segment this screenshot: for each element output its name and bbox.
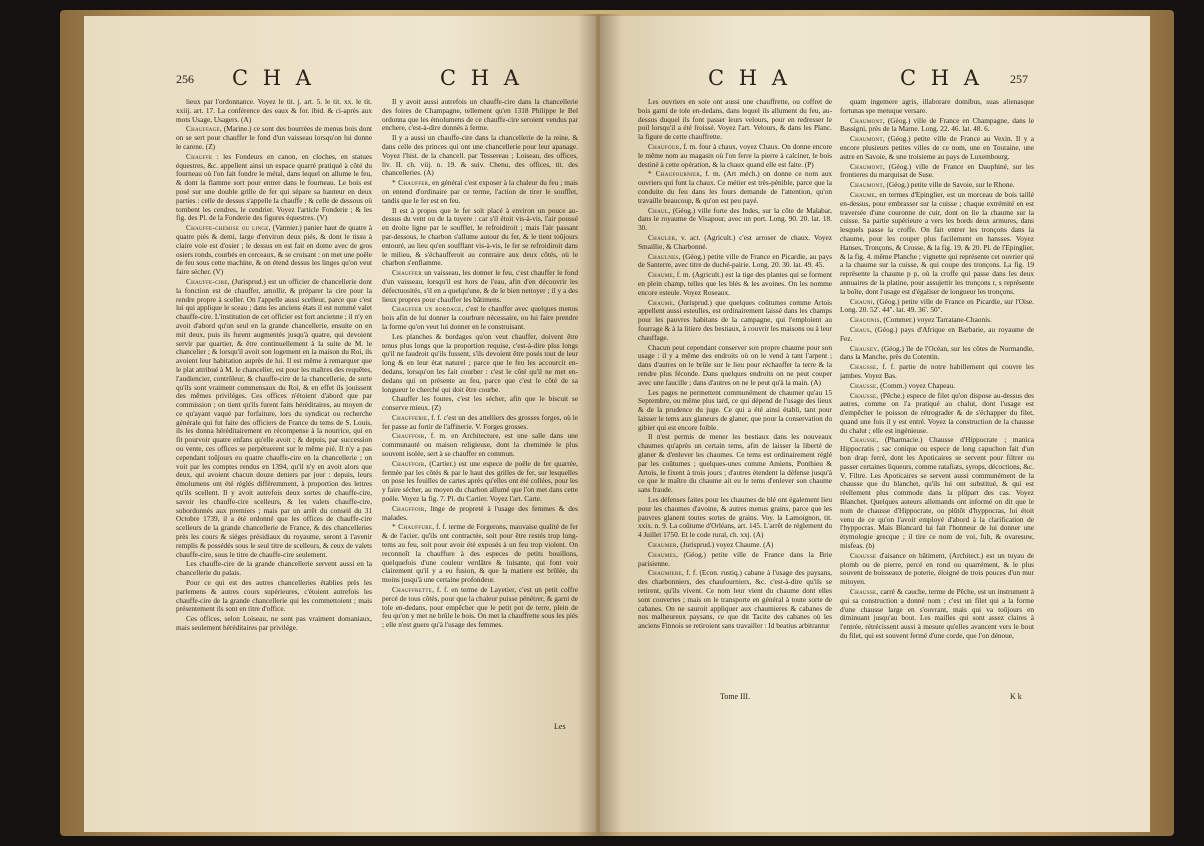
text-column-left <box>638 98 832 632</box>
entry-headword: Chausse <box>850 435 877 445</box>
entry-headword: Chauffoir <box>392 503 425 513</box>
entry-text: , (Jurisprud.) que quelques coûtumes comme Artois appellent aussi esteulles, est ordinairement laissé dans les champs pour les pauvres habitans de la campagne, qui l'emploient au fourrage & à la litiere des bestiaux, à couvrir les maisons ou à leur chauffage. <box>638 297 832 342</box>
entry-text: , en général c'est exposer à la chaleur du feu ; mais on entend d'ordinaire par ce terme, l'action de tirer le soufflet, tandis que le fer est en feu. <box>382 178 578 205</box>
dictionary-entry <box>840 135 1034 161</box>
dictionary-entry <box>382 269 578 304</box>
dictionary-entry <box>840 382 1034 391</box>
dictionary-entry <box>840 363 1034 381</box>
dictionary-entry <box>638 496 832 540</box>
dictionary-entry <box>382 460 578 504</box>
entry-text: Il n'est permis de mener les bestiaux dans les nouveaux chaumes qu'après un certain tems, afin de laisser la liberté de glaner & d'enlever les chaumes. Ce tems est ordinairement réglé par les coûtumes ; quelques-unes comme Amiens, Ponthieu & Artois, le fixent à trois jours ; d'autres étendent la défense jusqu'à ce que le maître du chaume ait eu le tems d'enlever son chaume sans fraude. <box>638 432 832 495</box>
entry-text: , c'est le chauffer avec quelques menus bois afin de lui donner la courbure nécessaire, ou lui faire prendre la forme qu'on veut lui donner en le construisant. <box>382 304 578 331</box>
entry-text: , f. f. en terme de Layetier, c'est un petit coffre percé de tous côtés, pour que la chaleur puisse pénétrer, & garni de tole en-dedans, pour empêcher que le petit pot de terre, plein de feu qu'on y met ne brûle le bois. On met la chauffrette sous les piés ; elle n'est guere qu'à l'usage des femmes. <box>382 585 578 630</box>
entry-headword: Chaumont <box>850 115 883 125</box>
entry-headword: * Chauffer <box>392 178 429 188</box>
entry-headword: Chaume <box>648 270 673 280</box>
dictionary-entry <box>840 326 1034 344</box>
entry-text: , (Géog.) petite ville de France en Picardie, au pays de Santerre, avec titre de duché-pairie. Long. 20. 30. lat. 49. 45. <box>638 251 832 270</box>
dictionary-entry <box>638 98 832 142</box>
entry-text: , (Marine.) ce sont des bourrées de menus bois dont on se sert pour chauffer le fond d'un vaisseau lorsqu'on lui donne le carene. (Z) <box>176 124 372 151</box>
entry-headword: Chausse <box>850 390 877 400</box>
running-head-left: C H A <box>232 66 315 90</box>
entry-headword: Chauffage <box>186 124 220 134</box>
dictionary-entry <box>638 143 832 169</box>
entry-text: Les planches & bordages qu'on veut chauffer, doivent être tenus plus longs que la proportion requise, c'est-à-dire plus longs qu'il ne faudroit qu'ils fussent, s'ils devoient être posés tout de leur long & en leur état naturel ; parce que le feu les accourcit en-dedans, lorsqu'on les fait courber : c'est le côté qu'il ne met en-dedans qui on présente au feu, parce que c'est le côté de sa longueur le cherché qui doit être courbe. <box>382 331 578 394</box>
entry-text: lieux par l'ordonnance. Voyez le tit. j. art. 5. le tit. xx. le tit. xxiij. art. 17. La conférence des eaux & for. ibid. & ci-après aux mots Usage, Usagers. (A) <box>176 98 372 124</box>
entry-text: , (Comm.) voyez Chapeau. <box>876 380 956 390</box>
catchword: Les <box>554 722 566 731</box>
entry-headword: * Chaufournier <box>648 169 701 179</box>
entry-text: Chacun peut cependant conserver son propre chaume pour son usage : il y a même des endroits où on le vend à tant l'arpent ; dans d'autres on le brûle sur le lieu pour réchauffer la terre & la rendre plus féconde. Dans quelques endroits on ne peut couper avec une faucille ; dans d'autres on ne le peut qu'à la main. (A) <box>638 342 832 387</box>
entry-text: Chauffer les foutes, c'est les sécher, afin que le biscuit se conserve mieux. (Z) <box>382 394 578 413</box>
dictionary-entry <box>176 579 372 614</box>
dictionary-entry <box>638 253 832 271</box>
entry-text: , en termes d'Epinglier, est un morceau de bois taillé en-dessus, pour embrasser sur la cuisse ; chaque extrémité en est traversée d'une couronne de cuir, dont on lie la chaume sur la cuisse. Sa partie supérieure a vers les bords deux armures, dans lesquels passe la croffe. On fait entrer les tronçons dans la chaume, pour les couper plus facilement en hansses. Voyez Hanses, Tronçons, & Crosse, & la fig. 19. & 20. Pl. de l'Epinglier, & la fig. 4. même Planche ; vignette qui représente cet ouvrier qui a la chaume sur la cuisse, & qui coupe des tronçons. La fig. 19 représente la chaume p p, où la croffe qui passe dans les deux annuaires de la platine, pour assujettir les tronçons r, s représente la boîte, dont l'usage est d'égaliser de longueur les tronçons. <box>840 189 1034 296</box>
entry-headword: Chausse <box>850 362 877 372</box>
entry-headword: Chaus <box>850 324 870 334</box>
entry-text: , (Géog.) ville de France en Dauphiné, sur les frontieres du marquisat de Suse. <box>840 161 1034 180</box>
entry-text: , v. act. (Agricult.) c'est arroser de chaux. Voyez Smaillie, & Charbonné. <box>638 232 832 251</box>
dictionary-entry <box>840 552 1034 587</box>
entry-text: Les pages ne permettent communément de chaumer qu'au 15 Septembre, ou même plus tard, ce qui dépend de l'usage des lieux & de la prudence du juge. Ce qui a été ainsi établi, tant pour laisser le tems aux glaneurs de glaner, que pour la conservation du gibier qui est encore foible. <box>638 387 832 432</box>
page-number: 256 <box>176 72 194 86</box>
dictionary-entry <box>638 344 832 388</box>
entry-headword: Chauffe-cire <box>186 276 228 286</box>
entry-headword: Chausse <box>850 550 877 560</box>
entry-text: un vaisseau, les donner le feu, c'est chauffer le fond d'un vaisseau, lorsqu'il est hors de l'eau, afin d'en découvrir les défectuosités, s'il en a quelqu'une, & de le bien nettoyer ; il y a des lieux propres pour chauffer les bâtimens. <box>382 268 578 304</box>
entry-text: , (Géog.) petite ville de France au Vexin. Il y a encore plusieurs petites villes de ce nom, une en Touraine, une autre en Savoie, & une troisieme au pays de Luxembourg. <box>840 134 1034 161</box>
dictionary-entry <box>638 271 832 297</box>
entry-text: , (Pêche.) espece de filet qu'on dispose au-dessus des autres, comme on l'a pratiqué au chalut, dont l'usage est d'empêcher le poisson de rétrograder & de s'échapper du filet, quand une fois il y est entré. Voyez la construction de la chausse du chalut ; elle est ingénieuse. <box>840 390 1034 435</box>
text-column-right <box>382 98 578 631</box>
entry-text: : les Fondeurs en canon, en cloches, en statues équestres, &c. appellent ainsi un espace quarré pratiqué à côté du fourneau où l'on fait fondre le métal, dans lequel on allume le feu, & dont la flamme sort pour entrer dans le fourneau. Le bois est posé sur une double grille de fer qui sépare sa hauteur en deux parties : celle de dessus s'appelle la chauffe ; & celle de dessous où tombent les cendres, le cendrier. Voyez l'article Fonderie ; & les fig. des Pl. de la Fonderie des figures équestres. (V) <box>176 151 372 223</box>
entry-text: quam ingemere agris, illaborare domibus, suas alienasque fortunas spe metuque versare. <box>840 98 1034 115</box>
dictionary-entry <box>840 392 1034 436</box>
entry-headword: Chaume <box>648 297 673 307</box>
entry-text: , (Géog.) petite ville de France en Picardie, sur l'Oise. Long. 20. 52'. 44". lat. 49. 36'. 50". <box>840 296 1034 315</box>
entry-text: , (Géog.) pays d'Afrique en Barbarie, au royaume de Fez. <box>840 324 1034 343</box>
dictionary-entry <box>638 234 832 252</box>
entry-headword: Chausse <box>850 380 877 390</box>
entry-text: , f. f. partie de notre habillement qui couvre les jambes. Voyez Bas. <box>840 362 1034 380</box>
running-head-left: C H A <box>708 66 791 90</box>
dictionary-entry <box>382 395 578 413</box>
dictionary-entry <box>840 181 1034 190</box>
entry-headword: Chaumer <box>648 540 677 550</box>
entry-headword: Chauffrette <box>392 585 433 595</box>
entry-text: d'aisance en bâtiment, (Architect.) est un tuyau de plomb ou de pierre, percé en rond ou quarrément, & le plus souvent de boisseaux de poterie, éloigné de trois pouces d'un mur mitoyen. <box>840 550 1034 587</box>
dictionary-entry <box>638 170 832 205</box>
entry-text: Il y a aussi un chauffe-cire dans la chancellerie de la reine, & dans celle des princes qui ont une chancellerie pour leur apanage. Voyez l'hist. de la chancell. par Tessereau ; Loiseau, des offices, liv. II. ch. viij. n. 19. & suiv. Chenu, des offices, tit. des chancelleries. (A) <box>382 133 578 178</box>
dictionary-entry <box>176 153 372 223</box>
entry-headword: Chauffe <box>186 151 213 161</box>
running-head-right: C H A <box>440 66 523 90</box>
dictionary-entry <box>638 207 832 233</box>
left-page <box>84 16 596 832</box>
entry-headword: Chaumont <box>850 161 883 171</box>
dictionary-entry <box>382 98 578 133</box>
entry-text: , (Géog.) ville forte des Indes, sur la côte de Malabar, dans le royaume de Visapour, avec un port. Long. 90. 20. lat. 18. 30. <box>638 205 832 233</box>
dictionary-entry <box>176 98 372 124</box>
text-column-right <box>840 98 1034 642</box>
dictionary-entry <box>840 98 1034 116</box>
dictionary-entry <box>638 551 832 569</box>
dictionary-entry <box>382 586 578 630</box>
dictionary-entry <box>382 207 578 269</box>
entry-headword: * Chauffure <box>392 522 433 532</box>
dictionary-entry <box>638 389 832 433</box>
dictionary-entry <box>382 179 578 205</box>
entry-text: , f. m. (Art méch.) on donne ce nom aux ouvriers qui font la chaux. Ce métier est très-pénible, parce que la conduite du feu dans les fours demande de l'attention, qu'on travaille beaucoup, & qu'on est peu payé. <box>638 169 832 205</box>
dictionary-entry <box>840 117 1034 135</box>
entry-text: Il y avoit aussi autrefois un chauffe-cire dans la chancellerie des foires de Champagne, tellement qu'en 1318 Philippe le Bel ordonna que les émolumens de ce chauffe-cire seroient vendus par enchere, c'est-à-dire donnés à ferme. <box>382 98 578 133</box>
entry-text: , (Jurisprud.) voyez Chaume. (A) <box>676 540 774 550</box>
entry-headword: Chaume <box>850 189 875 199</box>
text-column-left <box>176 98 372 634</box>
entry-headword: Chauffoir <box>392 431 425 441</box>
entry-headword: Chaumes <box>648 549 677 559</box>
entry-text: , (Géog.) ville de France en Champagne, dans le Bassigni, près de la Marne. Long. 22. 46. lat. 48. 6. <box>840 115 1034 134</box>
dictionary-entry <box>176 615 372 633</box>
entry-headword: Chauffe-chemise ou linge <box>186 223 269 233</box>
entry-text: Les ouvriers en soie ont aussi une chauffrette, ou coffret de bois garni de tole en-dedans, dans lequel ils allument du feu, au-dessus duquel ils font passer leurs velours, pour en redresser le poil lorsqu'il a été froissé. Voyez l'art. Velours, & dans les Planc. la figure de cette chauffrette. <box>638 98 832 142</box>
entry-text: , (Jurisprud.) est un officier de chancellerie dont la fonction est de chauffer, amollir, & préparer la cire pour la rendre propre à sceller. On l'appelle aussi scelleur, parce que c'est lui qui applique le sceau ; dans les anciens états il est nommé valet chauffe-cire. L'institution de cet officier est fort ancienne ; il n'y en avoit d'abord qu'un seul en la grande chancellerie, ensuite on en mit deux, puis ils furent augmentés jusqu'à quatre, qui devoient servir par quartier, & être continuellement à la suite de M. le chancelier ; & lorsqu'il avoit son logement en la maison du Roi, ils avoient leur habitation auprès de lui. Il est même à remarquer que le plat attribué à M. le chancelier, est pour les maîtres des requêtes, l'audiencier, contrôleur, & chauffe-cire de la chancellerie, de sorte qu'ils sont vraiment commensaux du Roi, & en effet ils jouissent des mêmes priviléges. Ces offices n'étoient d'abord que par commission ; on tient qu'ils furent faits héréditaires, au moyen de ce qu'ayant vaqué par forfaiture, lors du syndicat ou recherche générale qui fut faite des officiers de France du tems de S. Louis, ils les donna héréditairement en récompense à la nourrice, qui en fit pourvoir quatre enfans qu'elle avoit ; & depuis, par succession ou vente, ces offices se perpétuerent sur le même pié. Il n'y a pas cependant toûjours eu quatre chauffe-cire en la chancellerie ; on voit par les comptes rendus en 1394, qu'il n'y en avoit alors que deux, qui avoient chacun douze deniers par jour : depuis, leurs émolumens ont été réglés différemment, à proportion des lettres qu'ils scellent. Il y avoit autrefois deux sortes de chauffe-cire, savoir les chauffe-cire scelleurs, & les valets chauffe-cire, subordonnés aux premiers ; mais par un arrêt du conseil du 31 Octobre 1739, il a été ordonné que les offices de chauffe-cire scelleurs de la grande chancellerie de France, & des chancelleries près les cours & siéges présidiaux du royaume, seront à l'avenir remplis & possédés sous le seul titre de scelleurs, & ceux de valets chauffe-cire, sous le titre de chauffe-cire seulement. <box>176 276 372 559</box>
dictionary-entry <box>840 191 1034 297</box>
entry-text: , (Géog.) île de l'Océan, sur les côtes de Normandie, dans la Manche, près du Cotentin. <box>840 343 1034 362</box>
dictionary-entry <box>638 433 832 495</box>
entry-headword: Chaumont <box>850 180 883 190</box>
entry-headword: Chausey <box>850 343 878 353</box>
entry-text: , f. m. (Agricult.) est la tige des plantes qui se forment en plein champ, telles que les blés & les avoines. On les nomme encore esteule. Voyez Roseaux. <box>638 270 832 297</box>
right-page <box>600 16 1150 832</box>
running-head-right: C H A <box>900 66 983 90</box>
entry-text: Les défenses faites pour les chaumes de blé ont également lieu pour les chaumes d'avoine, & autres menus grains, parce que les pauvres glanent toutes sortes de grains. Voy. la Lamoignon, tit. xxix. n. 9. La coûtume d'Orléans, art. 145. L'arrêt de réglement du 4 Juillet 1750. Et le code rural, ch. xxj. (A) <box>638 495 832 540</box>
signature-mark: Tome III. <box>720 692 751 701</box>
dictionary-entry <box>382 333 578 395</box>
dictionary-entry <box>176 560 372 578</box>
entry-text: , (Commer.) voyez Tarratane-Chaonis. <box>879 315 992 325</box>
dictionary-entry <box>176 278 372 560</box>
dictionary-entry <box>840 436 1034 550</box>
dictionary-entry <box>840 298 1034 316</box>
entry-headword: Chauni <box>850 296 873 306</box>
page-number: 257 <box>1010 72 1028 86</box>
entry-text: Pour ce qui est des autres chancelleries établies près les parlemens & autres cours supérieures, c'étoient autrefois les chauffe-cire de la grande chancellerie qui les commettoient ; mais présentement ils sont en titre d'office. <box>176 578 372 614</box>
entry-text: Les chauffe-cire de la grande chancellerie servent aussi en la chancellerie du palais. <box>176 559 372 578</box>
entry-headword: Chaumiere <box>648 568 682 578</box>
entry-headword: Chausse <box>850 587 877 597</box>
dictionary-entry <box>382 414 578 432</box>
dictionary-entry <box>382 505 578 523</box>
dictionary-entry <box>382 432 578 458</box>
catchword: K k <box>1010 692 1022 701</box>
entry-text: , (Géog.) petite ville de France dans la Brie parisienne. <box>638 549 832 568</box>
dictionary-entry <box>176 125 372 151</box>
entry-text: , f. m. en Architecture, est une salle dans une communauté ou maison religieuse, dont la cheminée le plus souvent isolée, sert à se chauffer en commun. <box>382 431 578 459</box>
dictionary-entry <box>638 299 832 343</box>
entry-text: Ces offices, selon Loiseau, ne sont pas vraiment domaniaux, mais seulement héréditaires par privilége. <box>176 614 372 633</box>
entry-text: Il est à propos que le fer soit placé à environ un pouce au-dessus du vent ou de la tuyere : car s'il étoit vis-à-vis, l'air poussé en droite ligne par le soufflet, le refroidiroit ; mais l'air passant par-dessous, le charbon s'allume autour du fer, & le tient toûjours entouré, au lieu qu'en soufflant vis-à-vis, le fer se refroidiroit dans le milieu, & s'échaufferoit au contraire aux deux côtés, où le charbon s'enflamme. <box>382 205 578 268</box>
dictionary-entry <box>638 541 832 550</box>
dictionary-entry <box>382 305 578 331</box>
dictionary-entry <box>176 224 372 277</box>
dictionary-entry <box>840 588 1034 641</box>
entry-headword: Chauffoir <box>392 458 425 468</box>
entry-headword: Chaumont <box>850 134 883 144</box>
entry-headword: Chauonis <box>850 315 880 325</box>
entry-headword: Chaufour <box>648 141 680 151</box>
entry-text: , (Cartier.) est une espece de poële de fer quarrée, fermée par les côtés & par le haut des grilles de fer, sur lesquelles on pose les feuilles de cartes après qu'elles ont été collées, pour les y faire sécher, au moyen du charbon allumé que l'on met dans cette poële. Voyez la fig. 7. Pl. du Cartier. Voyez l'art. Carte. <box>382 458 578 504</box>
dictionary-entry <box>382 523 578 585</box>
entry-headword: Chaufferie <box>392 412 428 422</box>
entry-text: , f. m. four à chaux, voyez Chaux. On donne encore le même nom au magasin où l'on ferre la pierre à calciner, le bois destiné à cette opération, & la chaux quand elle est faite. (P) <box>638 141 832 169</box>
entry-text: , (Vannier.) panier haut de quatre à quatre piés & demi, large d'environ deux piés, & dont le tissu à claire voie est d'osier ; le dessus en est fait en dome avec de gros osiers ronds, courbés en cerceaux, & se croisant : on met une poële de feu sous cette machine, & on étend dessus les linges qu'on veut faire sécher. (V) <box>176 223 372 277</box>
dictionary-entry <box>840 345 1034 363</box>
entry-text: , f. f. (Econ. rustiq.) cabane à l'usage des paysans, des charbonniers, des chaufourniers, &c. c'est-à-dire qu'ils se retirent, qu'ils vivent. Ce nom leur vient du chaume dont elles sont couvertes ; mais on le transporte en général à toute sorte de cabanes. On ne sauroit appliquer aux chaumieres & cabanes de nos malheureux paysans, ce que dit Tacite des cabanes où les anciens Finnois se retiroient sans travailler : Id beatius arbitrantur <box>638 568 832 631</box>
entry-headword: Chauffer un bordage <box>392 304 462 314</box>
entry-text: , f. f. c'est un des attelliers des grosses forges, où le fer passe au fortir de l'affinerie. V. Forges grosses. <box>382 412 578 431</box>
dictionary-entry <box>840 316 1034 325</box>
entry-headword: Chaul <box>648 205 669 215</box>
entry-text: , (Géog.) petite ville de Savoie, sur le Rhone. <box>882 180 1015 190</box>
dictionary-entry <box>382 134 578 178</box>
entry-text: , f. f. terme de Forgerons, mauvaise qualité de fer & de l'acier, qu'ils ont contractée, soit pour être restés trop long-tems au feu, soit pour avoir été exposés à un feu trop violent. On reconnoît la chauffure à des especes de petits bouillons, quelquefois d'une couleur verdâtre & luisante, qui font voir clairement qu'il y a eu fusion, & que la matiere est brûlée, du moins jusqu'à une certaine profondeur. <box>382 522 578 585</box>
entry-text: , carré & cauche, terme de Pêche, est un instrument à qui sa construction a donné nom ; c'est un filet qui a la forme d'une chausse large en s'ouvrant, mais qui va toûjours en diminuant jusqu'au bout. Les mailles qui sont assez claires à l'entrée, rétrécissent aussi à mesure qu'elles avancent vers le bout du filet, qui est souvent fermé d'une corde, que l'on dénoue, <box>840 587 1034 641</box>
entry-text: , (Pharmacie.) Chausse d'Hippocrate ; manica Hippocratis ; sac conique ou espece de long capuchon fait d'un bon drap ferré, dont les Apoticaires se servent pour filtrer ou passer certaines liqueurs, comme ratafiats, syrops, décoctions, &c. V. Filtre. Les Apoticaires se servent aussi communément de la chausse que du blanchet, qu'ils lui ont substitué, & qui est réellement plus commode dans la plûpart des cas. Voyez Blanchet. Quelques auteurs allemands ont informé on dit que le nom de chausse d'Hippocrate, ou plûtôt d'hyppocras, lui étoit venu de ce qu'on l'avoit employé d'abord à la clarification de l'hyppocras. Mais Blancard lui fait l'honneur de lui donner une étymologie grecque ; il tire ce nom de voi, fub, & ovaresuw, misfeas. (b) <box>840 435 1034 551</box>
entry-headword: Chaulnes <box>648 251 679 261</box>
dictionary-entry <box>840 163 1034 181</box>
dictionary-entry <box>638 569 832 631</box>
entry-text: , linge de propreté à l'usage des femmes & des malades. <box>382 503 578 522</box>
entry-headword: Chauffer <box>392 268 423 278</box>
entry-headword: Chauler <box>648 232 676 242</box>
